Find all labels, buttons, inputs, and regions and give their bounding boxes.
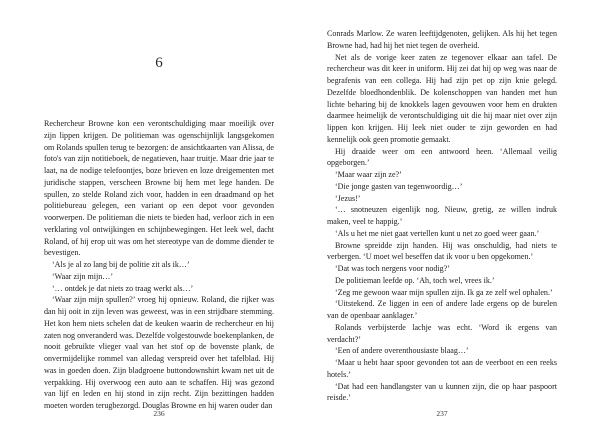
- paragraph: ‘Maar waar zijn ze?’: [335, 170, 402, 179]
- paragraph: ‘Maar u hebt haar spoor gevonden tot aan de veerboot en een reeks hotels.’: [327, 358, 557, 379]
- paragraph: Rolands verbijsterde lachje was echt. ‘Word ik ergens van verdacht?’: [327, 322, 557, 344]
- paragraph: ‘Als je al zo lang bij de politie zit als ik…’: [52, 260, 190, 269]
- paragraph: Browne spreidde zijn handen. Hij was onschuldig, had niets te verbergen. ‘U moet wel beseffen dat ik voor u ben opgekomen.’: [327, 240, 557, 262]
- paragraph: De politieman leefde op. ‘Ah, toch wel, vrees ik.’: [335, 275, 495, 285]
- right-page-body: [327, 28, 557, 404]
- paragraph: ‘… snotneuzen eigenlijk nog. Nieuw, gretig, ze willen indruk maken, veel te happig.’: [327, 205, 557, 226]
- paragraph: ‘Uitstekend. Ze liggen in een of andere lade ergens op de burelen van de openbaar aanklager.’: [327, 299, 557, 320]
- paragraph: ‘Een of andere overenthousiaste blaag…’: [335, 346, 469, 356]
- paragraph: ‘Zeg me gewoon waar mijn spullen zijn. Ik ga ze zelf wel ophalen.’: [335, 287, 553, 297]
- left-page-body: [44, 118, 274, 412]
- paragraph: Hij draaide weer om een antwoord heen. ‘Allemaal veilig opgeborgen.’: [327, 146, 557, 168]
- paragraph: ‘Waar zijn mijn…’: [52, 271, 114, 281]
- chapter-number: 6: [155, 55, 163, 71]
- page-number-right: 237: [436, 409, 448, 418]
- paragraph: ‘Die jonge gasten van tegenwoordig…’: [335, 181, 463, 191]
- paragraph: ‘Als u het me niet gaat vertellen kunt u net zo goed weer gaan.’: [335, 228, 540, 238]
- paragraph: ‘… ontdek je dat niets zo traag werkt als…’: [52, 283, 194, 293]
- paragraph: Rechercheur Browne kon een verontschuldiging maar moeilijk over zijn lippen krijgen. De politieman was ogenschijnlijk langsgekomen om Rolands spullen terug te bezorgen: de ansichtkaarten van Alissa, de foto's van zijn notitieboek, de negatieven, haar truitje. Maar drie jaar te laat, na de nodige telefoontjes, boze brieven en loze dreigementen met juridische stappen, verscheen Browne bij hem met lege handen. De spullen, zo stelde Roland zich voor, hadden in een draadmand op het politiebureau gelegen, een variant op een depot voor gevonden voorwerpen. De politieman die niets te bieden had, verloor zich in een verklaring vol ontwijkingen en schijnbewegingen. Het leek wel, dacht Roland, of hij erop uit was om het stereotype van de domme diender te bevestigen.: [44, 119, 274, 258]
- paragraph: Net als de vorige keer zaten ze tegenover elkaar aan tafel. De rechercheur was dit keer in uniform. Hij zei dat hij op weg was naar de begrafenis van een collega. Hij had zijn pet op zijn knie gelegd. Dezelfde bloedhondenblik. De kolenschoppen van handen met hun lichte beharing bij de knokkels lagen gevouwen voor hem en drukten daarmee heimelijk de verontschuldiging uit die hij maar niet over zijn lippen kon krijgen. Hij leek niet ouder te zijn geworden en had kennelijk ook geen promotie gemaakt.: [327, 52, 557, 144]
- paragraph: ‘Waar zijn mijn spullen?’ vroeg hij opnieuw. Roland, die rijker was dan hij ooit in zijn leven was geweest, was in een strijdbare stemming. Het kon hem niets schelen dat de keuken waarin de rechercheur en hij zaten nog onveranderd was. Dezelfde volgestouwde boekenplanken, de nooit gebruikte vlieger vaal van het stof op de bovenste plank, de onvermijdelijke rommel van alledag verspreid over het tafelblad. Hij was in goeden doen. Zijn bladgroene buttondownshirt kwam net uit de verpakking. Hij overwoog een auto aan te schaffen. Hij was gezond van lijf en leden en hij stond in zijn recht. Zijn bezittingen hadden moeten worden terugbezorgd. Douglas Browne en hij waren ouder dan: [44, 295, 274, 410]
- paragraph: ‘Dat had een handlangster van u kunnen zijn, die op haar paspoort reisde.’: [327, 381, 557, 403]
- left-page: [44, 0, 274, 440]
- page-number-left: 236: [153, 409, 165, 418]
- paragraph: ‘Jezus!’: [335, 193, 361, 203]
- paragraph: Conrads Marlow. Ze waren leeftijdgenoten, gelijken. Als hij het tegen Browne had, had hij het niet tegen de overheid.: [327, 29, 557, 50]
- right-page: [327, 0, 557, 440]
- paragraph: ‘Dat was toch nergens voor nodig?’: [335, 264, 450, 273]
